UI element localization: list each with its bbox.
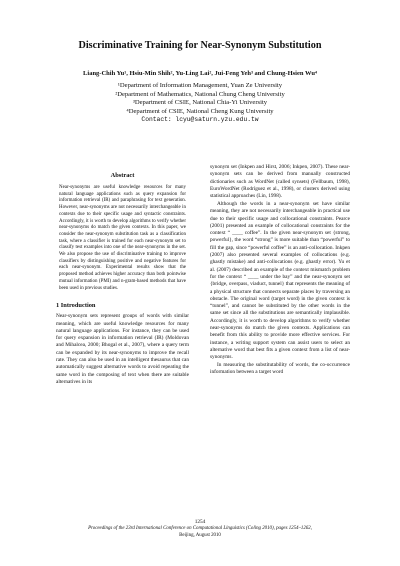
abstract-text: Near-synonyms are useful knowledge resources for many natural language applications such as query expansion for information retrieval (IR) and paraphrasing for text generation. However, near-synonyms are not necessarily interchangeable in contexts due to their specific usage and syntactic constraints. Accordingly, it is worth to develop algorithms to verify whether near-synonyms do match the given contexts. In this paper, we consider the near-synonym substitution task as a classification task, where a classifier is trained for each near-synonym set to classify test examples into one of the near-synonyms in the set. We also propose the use of discriminative training to improve classifiers by distinguishing positive and negative features for each near-synonym. Experimental results show that the proposed method achieves higher accuracy than both pointwise mutual information (PMI) and n-gram-based methods that have been used in previous studies. bbox=[59, 185, 186, 291]
paper-title: Discriminative Training for Near-Synonym Substitution bbox=[78, 40, 322, 51]
introduction-heading: 1 Introduction bbox=[56, 302, 96, 310]
page-number: 1254 bbox=[194, 519, 206, 525]
left-column bbox=[56, 164, 189, 386]
right-column bbox=[210, 164, 350, 377]
conference-location: Beijing, August 2010 bbox=[179, 532, 221, 538]
affiliation-4: ⁴Department of CSIE, National Cheng Kung University bbox=[126, 107, 274, 115]
affiliation-1: ¹Department of Information Management, Yuan Ze University bbox=[117, 82, 283, 89]
affiliation-2: ²Department of Mathematics, National Chung Cheng University bbox=[115, 90, 285, 98]
abstract-heading: Abstract bbox=[110, 172, 135, 179]
affiliation-3: ³Department of CSIE, National Chia-Yi University bbox=[132, 99, 268, 107]
contact-email: Contact: lcyu@saturn.yzu.edu.tw bbox=[141, 116, 259, 124]
right-paragraph-1: synonym set (Inkpen and Hirst, 2006; Inkpen, 2007). These near-synonym sets can be derived from manually constructed dictionaries such as WordNet (called synsets) (Fellbaum, 1998), EuroWordNet (Rodríguez et al., 1998), or clusters derived using statistical approaches (Lin, 1998). bbox=[210, 164, 350, 200]
affiliations bbox=[20, 82, 380, 125]
right-paragraph-2: Although the words in a near-synonym set have similar meaning, they are not necessarily interchangeable in practical use due to their specific usage and collocational constraints. Pearce (2001) presented an example of collocational constraints for the context “ ____ coffee”. In the given near-synonym set {strong, powerful}, the word “strong” is more suitable than “powerful” to fill the gap, since “powerful coffee” is an anti-collocation. Inkpen (2007) also presented several examples of collocations (e.g. ghastly mistake) and anti-collocations (e.g. ghastly error). Yu et al. (2007) described an example of the context mismatch problem for the context “ ____ under the bay” and the near-synonym set {bridge, overpass, viaduct, tunnel} that represents the meaning of a physical structure that connects separate places by traversing an obstacle. The original word (target word) in the given context is “tunnel”, and cannot be substituted by the other words in the same set since all the substitutions are semantically implausible. Accordingly, it is worth to develop algorithms to verify whether near-synonyms do match the given contexts. Applications can benefit from this ability to provide more effective services. For instance, a writing support system can assist users to select an alternative word that best fits a given context from a list of near-synonyms. bbox=[210, 200, 350, 361]
author-list: Liang-Chih Yu¹, Hsiu-Min Shih², Yu-Ling Lai², Jui-Feng Yeh³ and Chung-Hsien Wu⁴ bbox=[83, 70, 317, 77]
proceedings-citation: Proceedings of the 23rd International Conference on Computational Linguistics (Coling 2010), pages 1254–1262, bbox=[88, 526, 312, 532]
introduction-paragraph: Near-synonym sets represent groups of words with similar meaning, which are useful knowledge resources for many natural language applications. For instance, they can be used for query expansion in information retrieval (IR) (Moldovan and Mihalcea, 2000; Bhogal et al., 2007), where a query term can be expanded by its near-synonyms to improve the recall rate. They can also be used in an intelligent thesaurus that can automatically suggest alternative words to avoid repeating the same word in the composing of text when there are suitable alternatives in its bbox=[56, 313, 189, 385]
page-footer bbox=[20, 519, 380, 539]
right-paragraph-3: In measuring the substitutability of words, the co-occurrence information between a target word bbox=[210, 362, 350, 376]
